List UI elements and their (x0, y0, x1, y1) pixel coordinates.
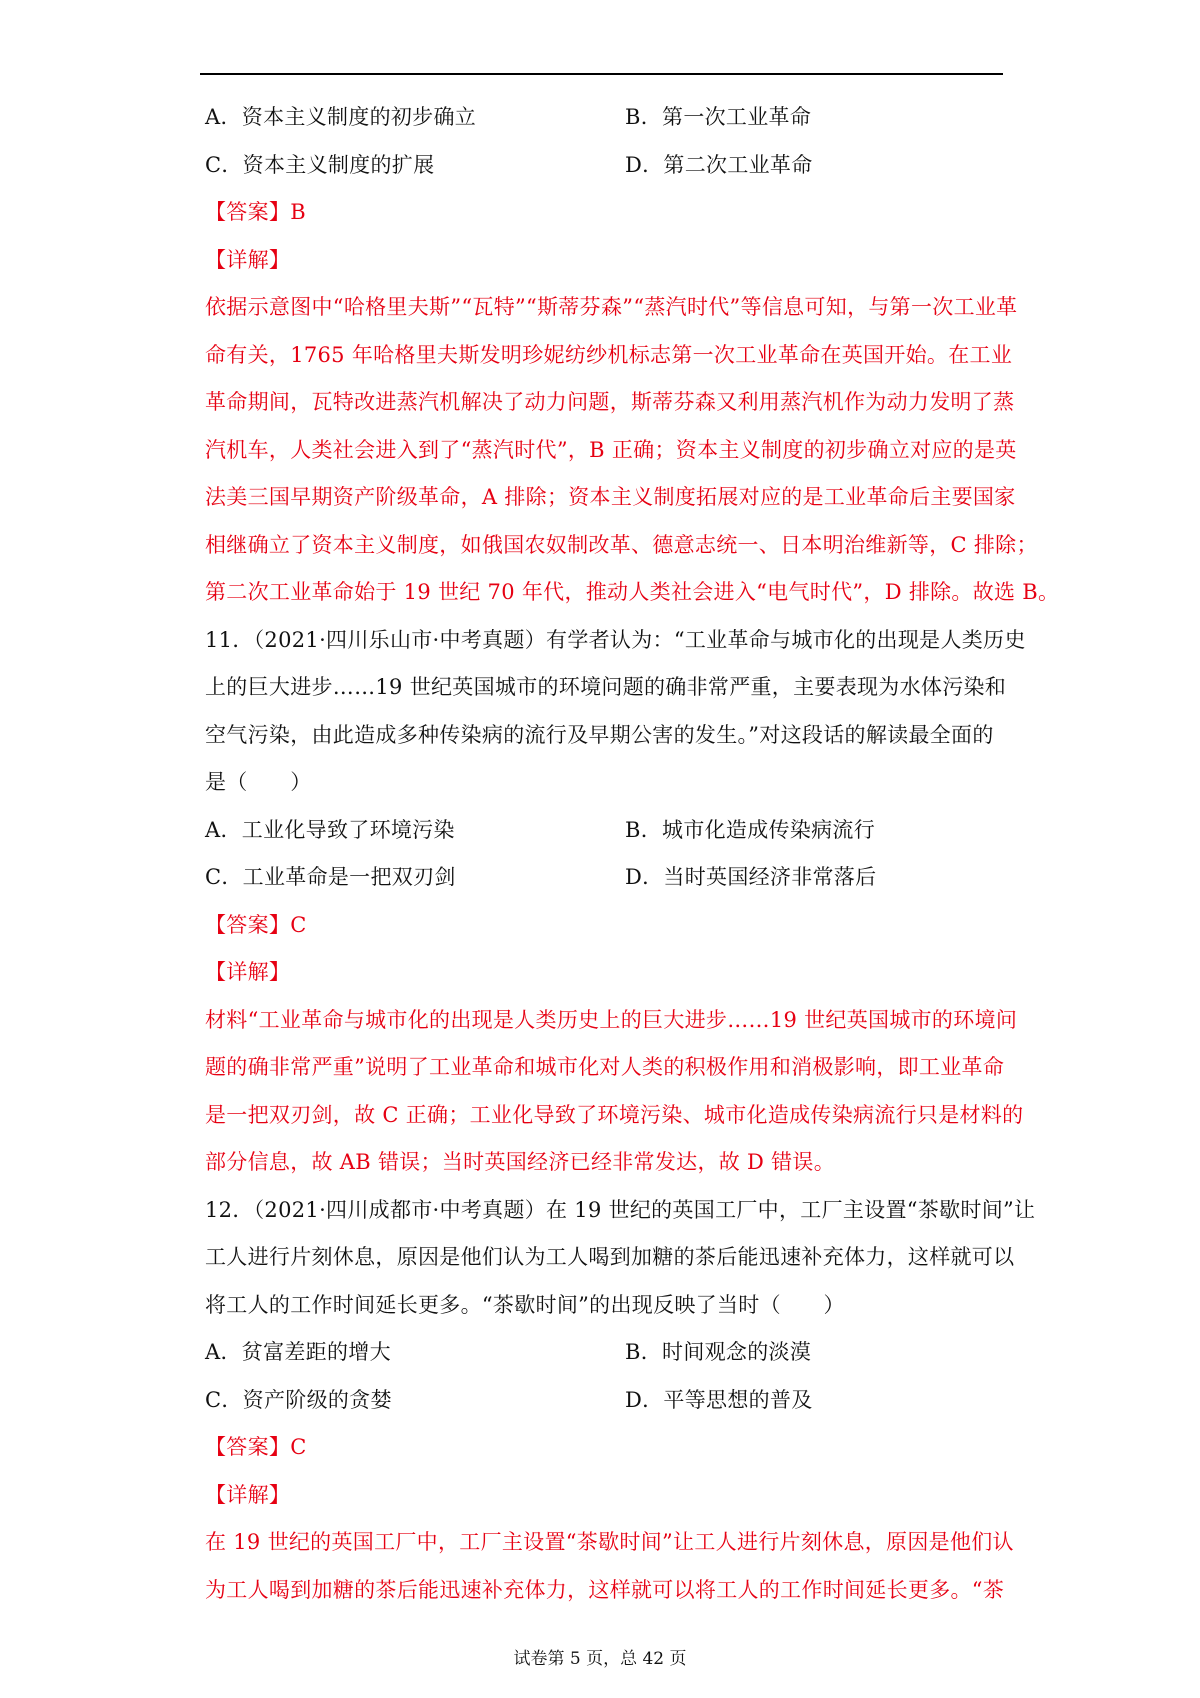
option-row (205, 807, 1003, 855)
explanation-line: 为工人喝到加糖的茶后能迅速补充体力，这样就可以将工人的工作时间延长更多。“茶 (205, 1577, 1005, 1602)
explanation-label: 【详解】 (205, 1482, 291, 1507)
answer-label: 【答案】B (205, 200, 306, 224)
explanation-label: 【详解】 (205, 247, 291, 272)
page-footer: 试卷第 5 页，总 42 页 (513, 1649, 687, 1669)
answer-label: 【答案】C (205, 912, 307, 937)
question-12 (205, 1187, 1036, 1615)
explanation-text (205, 997, 1024, 1187)
explanation-line: 法美三国早期资产阶级革命，A 排除；资本主义制度拓展对应的是工业革命后主要国家 (205, 485, 1016, 509)
option-d: D．平等思想的普及 (625, 1387, 813, 1412)
option-row (205, 142, 1003, 190)
explanation-text (205, 1519, 1014, 1614)
option-a: A．贫富差距的增大 (205, 1340, 391, 1364)
option-c: C．资产阶级的贪婪 (205, 1387, 392, 1412)
document-body (205, 94, 1060, 1614)
explanation-line: 第二次工业革命始于 19 世纪 70 年代，推动人类社会进入“电气时代”，D 排除。故选 B。 (205, 580, 1060, 604)
option-b: B．时间观念的淡漠 (625, 1340, 812, 1364)
explanation-line: 汽机车，人类社会进入到了“蒸汽时代”，B 正确；资本主义制度的初步确立对应的是英 (205, 437, 1017, 462)
explanation-line: 题的确非常严重”说明了工业革命和城市化对人类的积极作用和消极影响，即工业革命 (205, 1055, 1005, 1079)
explanation-line: 相继确立了资本主义制度，如俄国农奴制改革、德意志统一、日本明治维新等，C 排除； (205, 532, 1038, 557)
option-a: A．工业化导致了环境污染 (205, 817, 455, 842)
question-stem-line: 是（ ） (205, 770, 312, 794)
option-d: D．第二次工业革命 (625, 152, 813, 177)
option-d: D．当时英国经济非常落后 (625, 865, 877, 889)
explanation-line: 命有关，1765 年哈格里夫斯发明珍妮纺纱机标志第一次工业革命在英国开始。在工业 (205, 342, 1013, 367)
question-11 (205, 617, 1026, 1187)
answer-label: 【答案】C (205, 1435, 307, 1459)
option-a: A．资本主义制度的初步确立 (205, 105, 477, 129)
explanation-line: 在 19 世纪的英国工厂中，工厂主设置“茶歇时间”让工人进行片刻休息，原因是他们认 (205, 1530, 1014, 1554)
question-stem-line: 空气污染，由此造成多种传染病的流行及早期公害的发生。”对这段话的解读最全面的 (205, 722, 994, 747)
header-rule (200, 73, 1003, 75)
question-stem-line: 工人进行片刻休息，原因是他们认为工人喝到加糖的茶后能迅速补充体力，这样就可以 (205, 1245, 1015, 1269)
option-b: B．第一次工业革命 (625, 105, 812, 129)
question-stem-line: 将工人的工作时间延长更多。“茶歇时间”的出现反映了当时（ ） (205, 1292, 845, 1317)
option-c: C．工业革命是一把双刃剑 (205, 865, 456, 889)
question-stem-line: 上的巨大进步……19 世纪英国城市的环境问题的确非常严重，主要表现为水体污染和 (205, 675, 1007, 699)
question-stem-line: 12．（2021·四川成都市·中考真题）在 19 世纪的英国工厂中，工厂主设置“茶歇时间”让 (205, 1197, 1036, 1222)
explanation-line: 革命期间，瓦特改进蒸汽机解决了动力问题，斯蒂芬森又利用蒸汽机作为动力发明了蒸 (205, 390, 1015, 414)
explanation-line: 材料“工业革命与城市化的出现是人类历史上的巨大进步……19 世纪英国城市的环境问 (205, 1007, 1018, 1032)
option-row (205, 1377, 1003, 1425)
explanation-line: 是一把双刃剑，故 C 正确；工业化导致了环境污染、城市化造成传染病流行只是材料的 (205, 1102, 1024, 1127)
option-row (205, 854, 1003, 902)
explanation-text (205, 284, 1060, 617)
option-row (205, 1329, 1003, 1377)
option-b: B．城市化造成传染病流行 (625, 817, 876, 842)
explanation-label: 【详解】 (205, 960, 291, 984)
explanation-line: 依据示意图中“哈格里夫斯”“瓦特”“斯蒂芬森”“蒸汽时代”等信息可知，与第一次工业革 (205, 295, 1018, 319)
question-stem-line: 11．（2021·四川乐山市·中考真题）有学者认为：“工业革命与城市化的出现是人类历史 (205, 627, 1026, 652)
option-row (205, 94, 1003, 142)
option-c: C．资本主义制度的扩展 (205, 152, 435, 177)
explanation-line: 部分信息，故 AB 错误；当时英国经济已经非常发达，故 D 错误。 (205, 1150, 836, 1174)
